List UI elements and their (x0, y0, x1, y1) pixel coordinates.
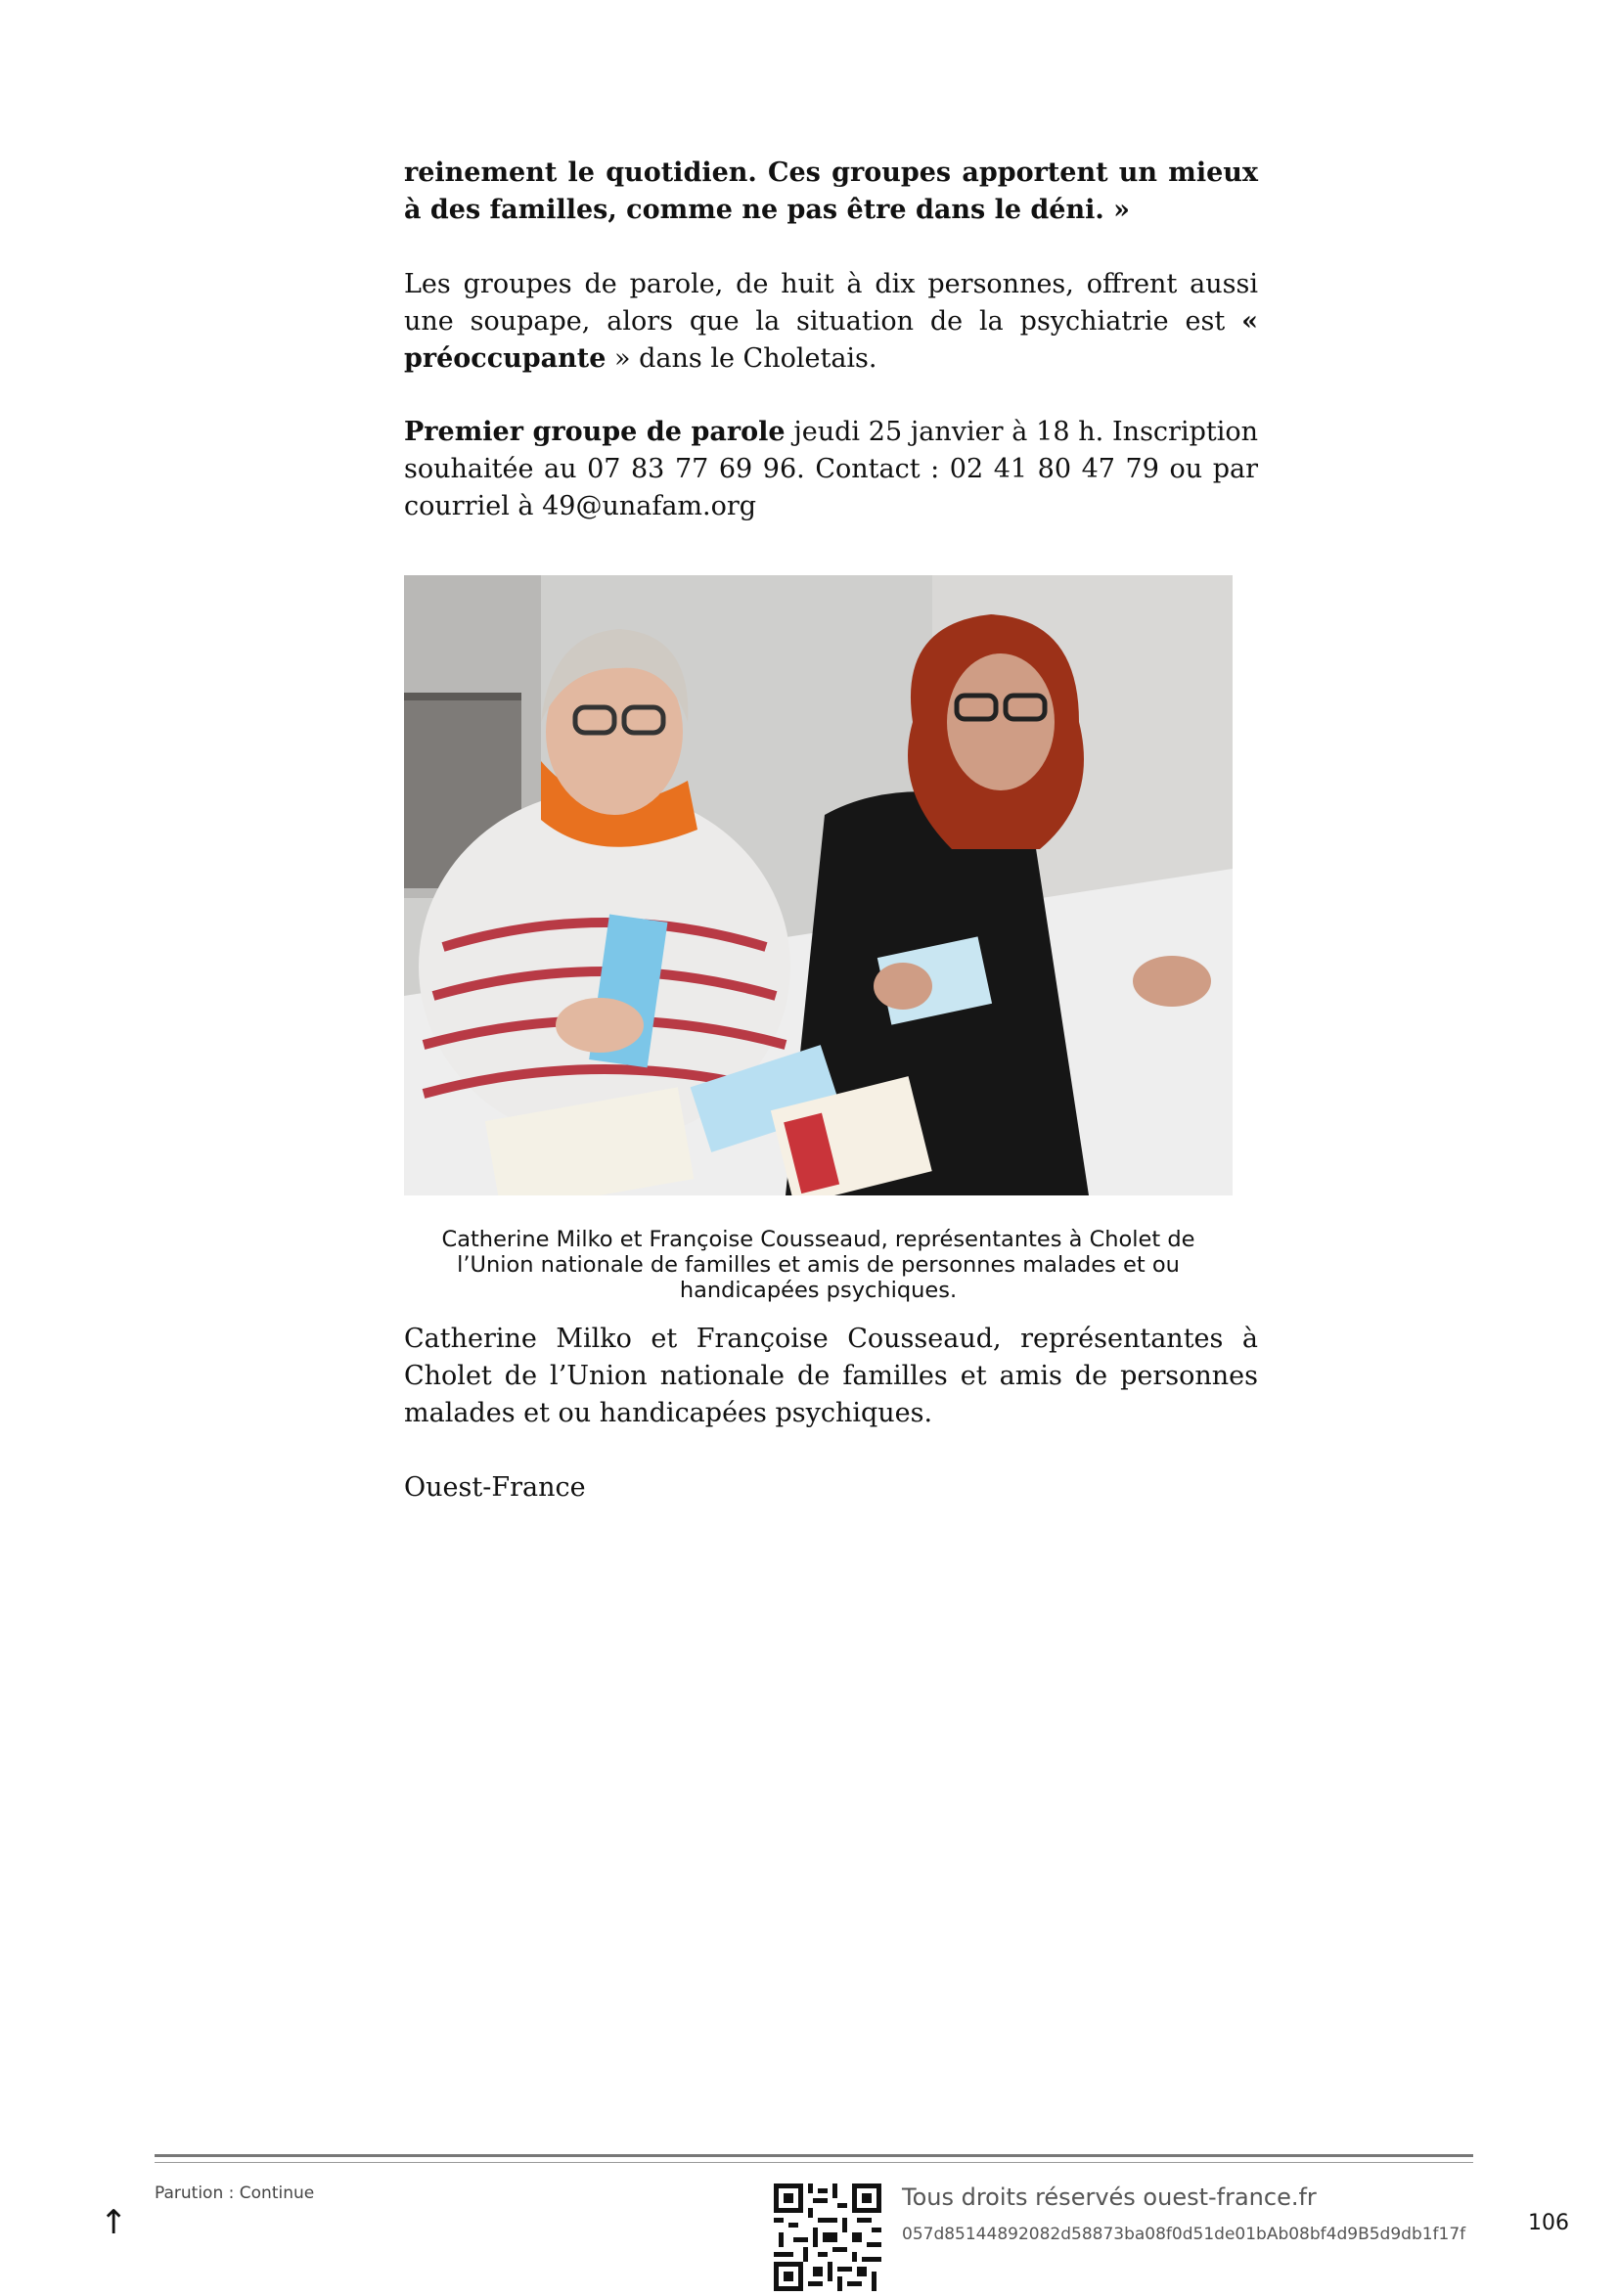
paragraph-caption-repeat (404, 1321, 1258, 1432)
rights-notice: Tous droits réservés ouest-france.fr (902, 2183, 1317, 2211)
groupes-text-end: » dans le Choletais. (606, 343, 877, 374)
article-source (404, 1469, 1258, 1507)
photo-caption: Catherine Milko et Françoise Cousseaud, représentantes à Cholet de l’Union nationale de familles et amis de personnes malades et ou handicapées psychiques. (441, 1227, 1195, 1303)
premier-groupe-label: Premier groupe de parole (404, 417, 786, 447)
caption-repeat-text: Catherine Milko et Françoise Cousseaud, représentantes à Cholet de l’Union nationale de familles et amis de personnes malades et ou handicapées psychiques. (404, 1324, 1258, 1428)
premier-groupe-details: jeudi 25 janvier à 18 h. Inscription souhaitée au 07 83 77 69 96. Contact : 02 41 80 47 79 ou par courriel à 49@unafam.org (404, 417, 1258, 521)
paragraph-quote-end (404, 155, 1258, 229)
paragraph-groupes (404, 266, 1258, 378)
groupes-text-start: Les groupes de parole, de huit à dix personnes, offrent aussi une soupape, alors que la situation de la psychiatrie est (404, 269, 1258, 337)
qr-code-icon (774, 2183, 881, 2291)
page-number: 106 (1528, 2211, 1569, 2235)
footer-rule-thick (155, 2154, 1473, 2157)
groupes-text-emphasis: « préoccupante (404, 306, 1258, 374)
footer-rule-thin (155, 2162, 1473, 2163)
source-text: Ouest-France (404, 1472, 586, 1503)
paragraph-premier-groupe (404, 414, 1258, 525)
document-hash: 057d85144892082d58873ba08f0d51de01bAb08bf4d9B5d9db1f17f (902, 2225, 1466, 2244)
quote-end-text: reinement le quotidien. Ces groupes apportent un mieux à des familles, comme ne pas être dans le déni. » (404, 158, 1258, 225)
parution-label: Parution : Continue (155, 2183, 315, 2203)
article-photo (404, 575, 1233, 1195)
back-to-top-arrow-icon[interactable]: ↑ (100, 2203, 128, 2242)
